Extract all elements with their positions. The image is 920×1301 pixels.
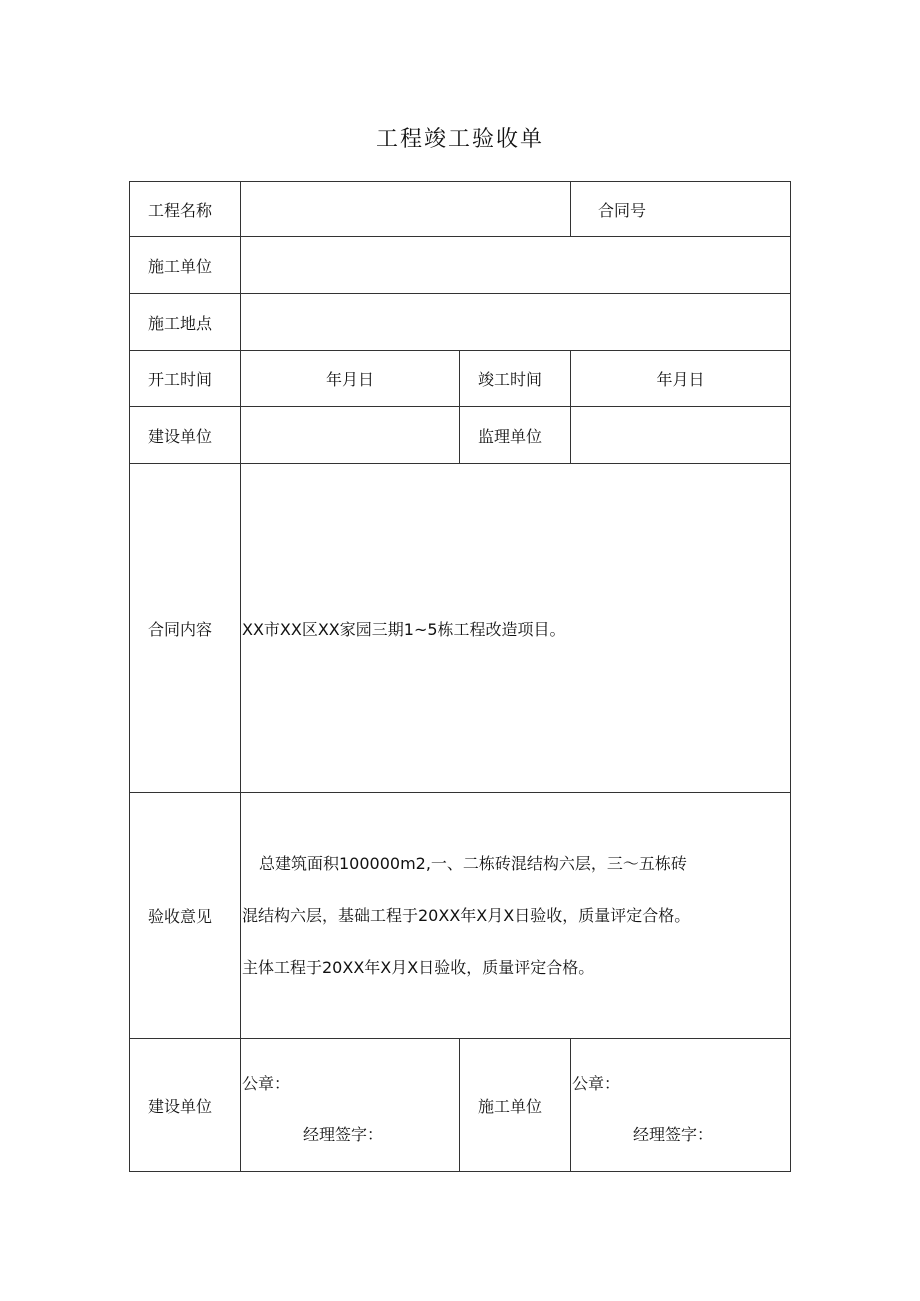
label-builder-unit: 建设单位	[130, 407, 241, 464]
row-signatures	[130, 1039, 791, 1172]
row-construction-unit	[130, 237, 791, 294]
opinion-line-3: 主体工程于20XX年X月X日验收，质量评定合格。	[242, 957, 595, 977]
opinion-line-1: 总建筑面积100000m2,一、二栋砖混结构六层，三～五栋砖	[259, 853, 687, 873]
value-construction-unit	[241, 237, 791, 294]
builder-seal-label: 公章：	[242, 1074, 291, 1093]
label-sign-builder-unit: 建设单位	[130, 1039, 241, 1172]
value-supervision-unit	[571, 407, 791, 464]
row-contract-content	[130, 464, 791, 793]
label-supervision-unit: 监理单位	[460, 407, 571, 464]
construction-signature-cell	[571, 1039, 791, 1172]
row-construction-site	[130, 294, 791, 351]
acceptance-form-table	[129, 181, 791, 1172]
value-start-date: 年月日	[241, 351, 460, 407]
label-acceptance-opinion: 验收意见	[130, 793, 241, 1039]
page-title: 工程竣工验收单	[375, 127, 544, 152]
value-contract-content: XX市XX区XX家园三期1~5栋工程改造项目。	[241, 464, 791, 793]
label-completion-time: 竣工时间	[460, 351, 571, 407]
label-contract-no: 合同号	[571, 182, 791, 237]
row-acceptance-opinion	[130, 793, 791, 1039]
value-acceptance-opinion	[241, 793, 791, 1039]
label-start-time: 开工时间	[130, 351, 241, 407]
row-project-name	[130, 182, 791, 237]
construction-manager-sign-label: 经理签字：	[633, 1125, 714, 1144]
label-contract-content: 合同内容	[130, 464, 241, 793]
value-completion-date: 年月日	[571, 351, 791, 407]
label-construction-unit: 施工单位	[130, 237, 241, 294]
builder-signature-cell	[241, 1039, 460, 1172]
row-units	[130, 407, 791, 464]
label-construction-site: 施工地点	[130, 294, 241, 351]
builder-manager-sign-label: 经理签字：	[303, 1125, 384, 1144]
value-project-name	[241, 182, 571, 237]
value-builder-unit	[241, 407, 460, 464]
opinion-line-2: 混结构六层，基础工程于20XX年X月X日验收，质量评定合格。	[242, 905, 691, 925]
value-construction-site	[241, 294, 791, 351]
label-sign-construction-unit: 施工单位	[460, 1039, 571, 1172]
label-project-name: 工程名称	[130, 182, 241, 237]
construction-seal-label: 公章：	[572, 1074, 621, 1093]
row-dates	[130, 351, 791, 407]
